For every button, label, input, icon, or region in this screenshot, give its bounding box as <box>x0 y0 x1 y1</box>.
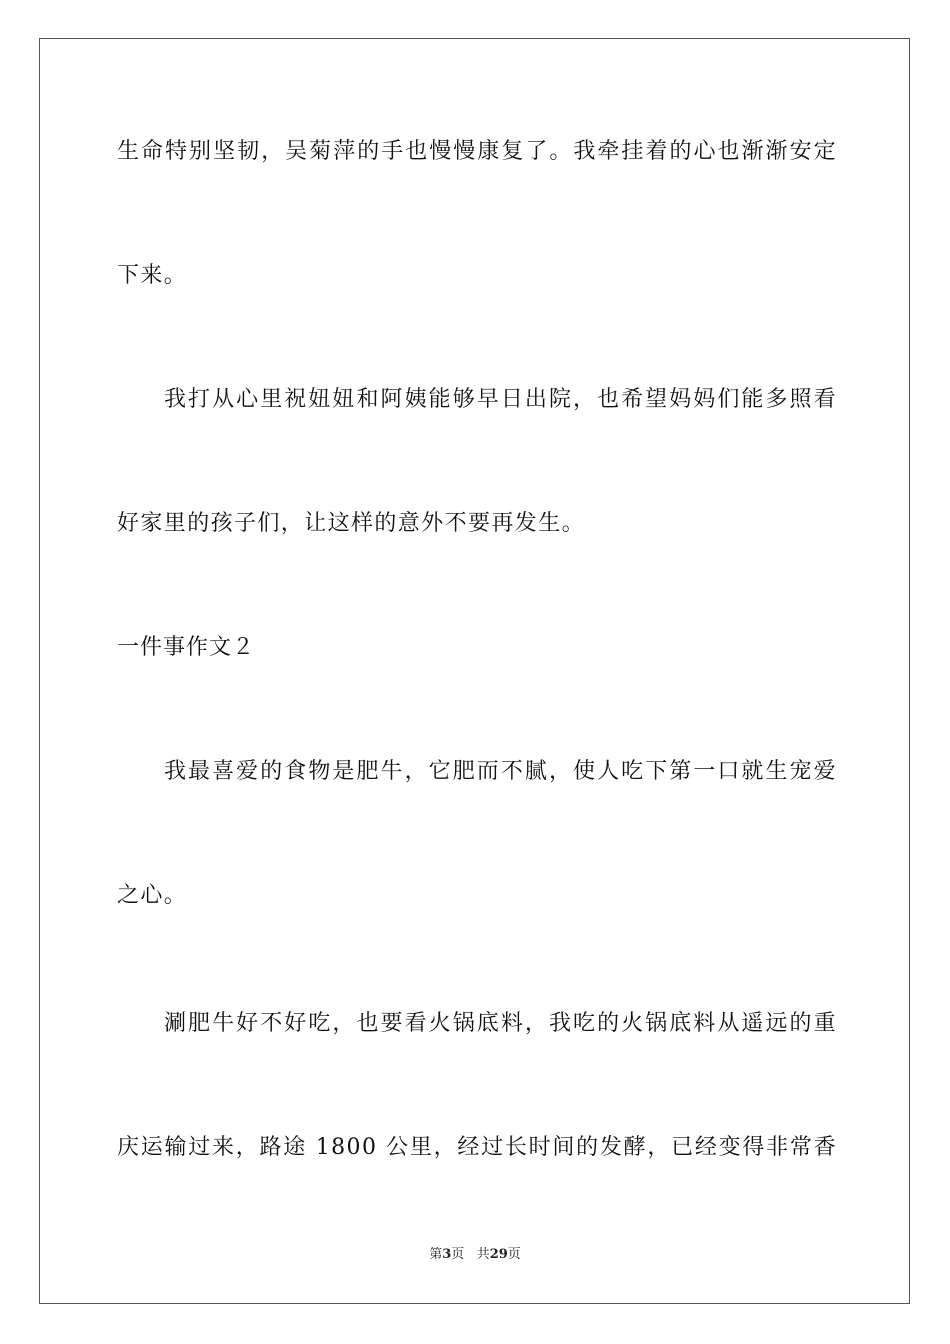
footer-page-suffix: 页 <box>451 1247 465 1262</box>
text-line-4: 好家里的孩子们，让这样的意外不要再发生。 <box>117 511 586 536</box>
text-line-2: 下来。 <box>117 263 188 288</box>
footer-total-prefix: 共 <box>476 1247 490 1262</box>
text-line-7: 之心。 <box>117 883 188 908</box>
text-line-6: 我最喜爱的食物是肥牛，它肥而不腻，使人吃下第一口就生宠爱 <box>164 759 837 784</box>
text-line-9: 庆运输过来，路途 1800 公里，经过长时间的发酵，已经变得非常香 <box>117 1135 837 1160</box>
footer-total-number: 29 <box>489 1247 508 1262</box>
footer-total-suffix: 页 <box>507 1247 521 1262</box>
footer-page-prefix: 第 <box>429 1247 443 1262</box>
page-footer <box>0 1246 950 1264</box>
section-heading: 一件事作文２ <box>117 635 256 660</box>
text-line-3: 我打从心里祝妞妞和阿姨能够早日出院，也希望妈妈们能多照看 <box>164 387 837 412</box>
text-line-8: 涮肥牛好不好吃，也要看火锅底料，我吃的火锅底料从遥远的重 <box>164 1011 837 1036</box>
text-line-1: 生命特别坚韧，吴菊萍的手也慢慢康复了。我牵挂着的心也渐渐安定 <box>117 139 837 164</box>
footer-page-number: 3 <box>442 1247 452 1262</box>
page-border <box>39 38 910 1304</box>
